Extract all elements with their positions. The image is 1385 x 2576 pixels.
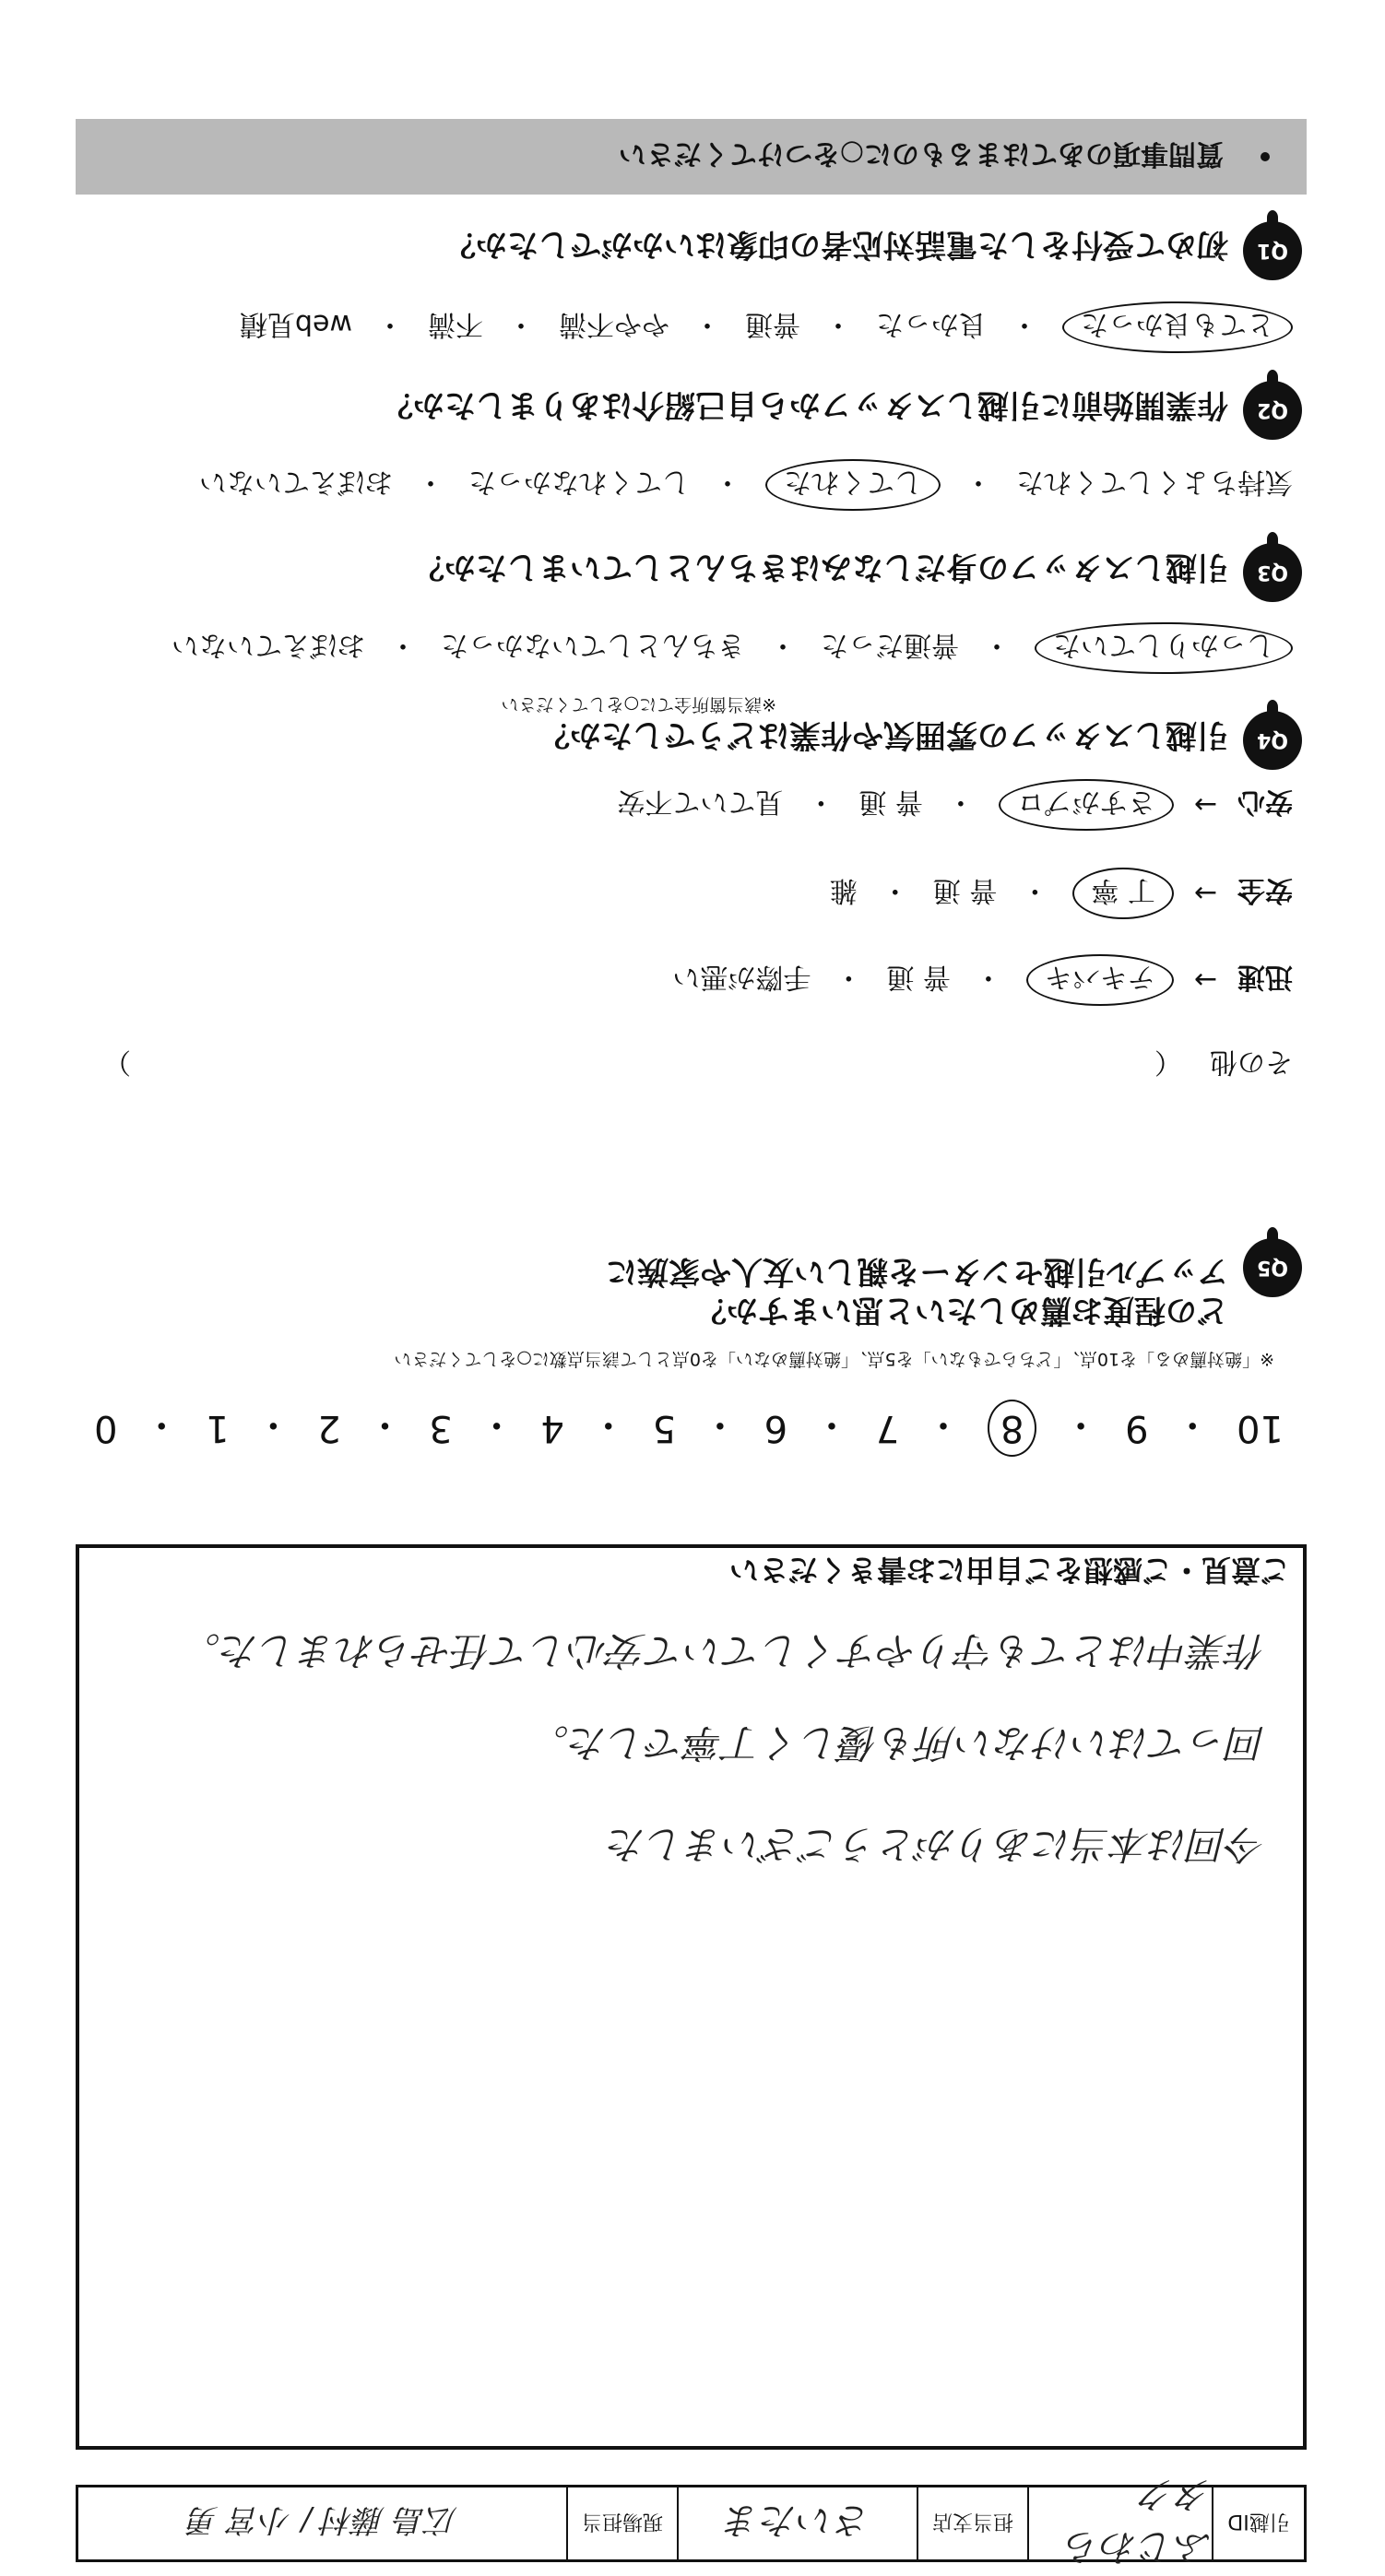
score-7[interactable]: 7 [875, 1407, 900, 1449]
q5-question-line2: どの程度お薦めしたいと思いますか？ [695, 1292, 1228, 1329]
q1-option-5[interactable]: web見積 [239, 308, 352, 340]
q4-other-label: その他 [1210, 1046, 1293, 1078]
q5-question-line1: アップル引越センターを親しい友人や家族に [606, 1253, 1228, 1290]
score-3[interactable]: 3 [429, 1407, 453, 1449]
q4-row0-option-2[interactable]: 見ていて不安 [617, 786, 784, 818]
q2-question: 作業開始前に引越しスタッフから自己紹介はありましたか？ [382, 386, 1228, 423]
q4-row-label-0: 安心 [1237, 786, 1293, 818]
q4-row2-option-0[interactable]: テキパキ [1026, 954, 1174, 1006]
q3-badge: Q3 [1243, 543, 1302, 602]
q4-row-anshin: 安心 → さすがプロ ・ 普 通 ・ 見ていて不安 [617, 779, 1293, 831]
q4-row0-option-1[interactable]: 普 通 [858, 786, 923, 818]
q2-option-2[interactable]: してくれなかった [468, 466, 690, 498]
score-2[interactable]: 2 [317, 1407, 341, 1449]
score-9[interactable]: 9 [1124, 1407, 1149, 1449]
score-0[interactable]: 0 [94, 1407, 118, 1449]
q1-options: とても良かった ・ 良かった ・ 普通 ・ やや不満 ・ 不満 ・ web見積 [240, 301, 1293, 353]
staff-value: 広島 藤村 / 小宮 勇 [187, 2501, 457, 2539]
score-8[interactable]: 8 [988, 1400, 1036, 1457]
comment-line-3: 今回は本当にありがとうございました [607, 1822, 1266, 1867]
q5-badge: Q5 [1243, 1238, 1302, 1297]
q4-other-open: （ [1154, 1046, 1182, 1078]
id-value: ふじわらタク [1027, 2487, 1212, 2559]
q4-row-label-1: 安全 [1237, 874, 1293, 906]
score-4[interactable]: 4 [540, 1407, 564, 1449]
arrow-right-icon: → [1193, 788, 1217, 821]
staff-label: 現場担当 [566, 2487, 677, 2559]
q4-row2-option-2[interactable]: 手際が悪い [672, 961, 811, 993]
branch-value: さいたま [677, 2487, 917, 2559]
q4-row1-option-0[interactable]: 丁 寧 [1072, 868, 1174, 919]
q2-option-3[interactable]: おぼえていない [199, 466, 393, 498]
q5-note: ※「絶対薦める」を10点、「どちらでもない」を5点、「絶対薦めない」を0点として該当点数に○をしてください [394, 1349, 1274, 1369]
score-1[interactable]: 1 [206, 1407, 230, 1449]
q3-option-1[interactable]: 普通だった [821, 629, 959, 661]
q1-option-4[interactable]: 不満 [428, 308, 483, 340]
id-label: 引越ID [1212, 2487, 1304, 2559]
q4-question: 引越しスタッフの雰囲気や作業はどうでしたか？ [539, 716, 1228, 753]
q2-option-1[interactable]: してくれた [765, 459, 941, 511]
score-10[interactable]: 10 [1237, 1407, 1284, 1449]
q4-row-jinsoku: 迅速 → テキパキ ・ 普 通 ・ 手際が悪い [672, 954, 1293, 1006]
arrow-right-icon: → [1193, 877, 1217, 910]
q1-badge: Q1 [1243, 221, 1302, 280]
comment-box-title: ご意見・ご感想をご自由にお書きください [728, 1553, 1290, 1588]
q1-option-2[interactable]: 普通 [745, 308, 800, 340]
branch-label: 担当支店 [917, 2487, 1027, 2559]
comment-line-2: 回ってはいけない所も優しく丁寧でした。 [529, 1720, 1266, 1766]
q2-badge: Q2 [1243, 381, 1302, 440]
q1-question: 初めて受付をした電話対応者の印象はいかがでしたか？ [444, 226, 1228, 263]
q1-option-3[interactable]: やや不満 [559, 308, 669, 340]
q3-option-0[interactable]: しっかりしていた [1035, 622, 1293, 674]
q1-option-0[interactable]: とても良かった [1062, 301, 1293, 353]
q4-other [103, 1045, 1293, 1085]
bullet-dot-icon [1261, 152, 1270, 161]
q3-option-2[interactable]: きちんとしていなかった [441, 629, 745, 661]
q4-row2-option-1[interactable]: 普 通 [886, 961, 951, 993]
arrow-right-icon: → [1193, 963, 1217, 997]
instruction-bar [76, 119, 1307, 195]
q5-score-row: 10 ・ 9 ・ 8 ・ 7 ・ 6 ・ 5 ・ 4 ・ 3 ・ 2 ・ 1 ・ 0 [94, 1400, 1284, 1456]
q4-note: ※該当箇所全てに○をしてください [501, 694, 776, 715]
score-5[interactable]: 5 [652, 1407, 676, 1449]
q4-row-label-2: 迅速 [1237, 961, 1293, 993]
instruction-text: 質問事項のあてはまるものに○をつけてください [618, 137, 1224, 170]
q4-other-close: ） [103, 1046, 131, 1078]
q1-option-1[interactable]: 良かった [876, 308, 987, 340]
header-table [76, 2473, 1307, 2568]
q3-options: しっかりしていた ・ 普通だった ・ きちんとしていなかった ・ おぼえていない [172, 622, 1293, 674]
q3-question: 引越しスタッフの身だしなみはきちんとしていましたか？ [413, 549, 1228, 585]
q2-options: 気持ちよくしてくれた ・ してくれた ・ してくれなかった ・ おぼえていない [199, 459, 1293, 511]
comment-box[interactable] [76, 1544, 1307, 2450]
q4-row1-option-2[interactable]: 雑 [829, 874, 858, 906]
q4-row1-option-1[interactable]: 普 通 [932, 874, 998, 906]
q4-row0-option-0[interactable]: さすがプロ [999, 779, 1174, 831]
q3-option-3[interactable]: おぼえていない [172, 629, 365, 661]
score-6[interactable]: 6 [764, 1407, 788, 1449]
q4-row-anzen: 安全 → 丁 寧 ・ 普 通 ・ 雑 [830, 868, 1293, 919]
q2-option-0[interactable]: 気持ちよくしてくれた [1016, 466, 1293, 498]
q4-badge: Q4 [1243, 711, 1302, 770]
comment-line-1: 作業中はとても守りやすくしていて安心して任せられました。 [181, 1628, 1266, 1673]
